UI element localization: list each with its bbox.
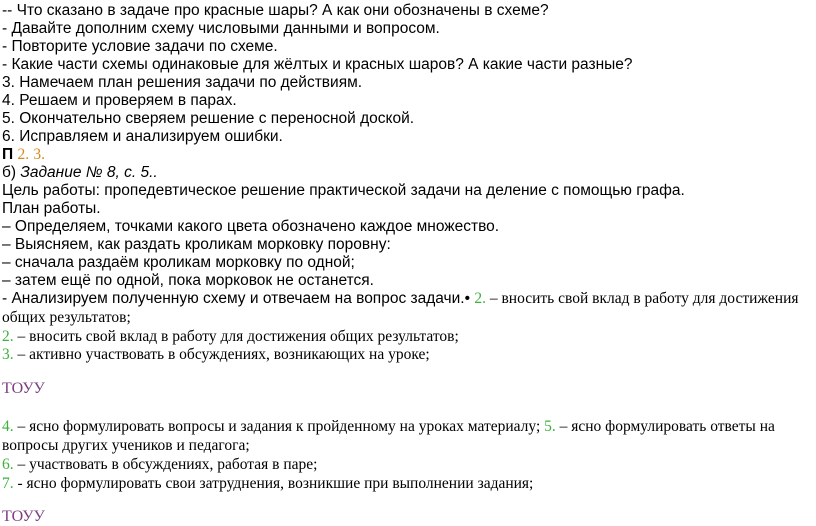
result-item	[2, 418, 775, 436]
result-number: 3.	[2, 346, 14, 363]
result-text: – активно участвовать в обсуждениях, возникающих на уроке;	[13, 346, 430, 363]
p-label: П	[2, 146, 14, 163]
analyze-tail: – вносить свой вклад в работу для достижения	[485, 290, 799, 307]
text-line: - Какие части схемы одинаковые для жёлтых и красных шаров? А какие части разные?	[2, 56, 633, 73]
plan-item: – Выясняем, как раздать кроликам морковку поровну:	[2, 236, 391, 253]
analyze-wrap: общих результатов;	[2, 309, 131, 326]
text-line: 6. Исправляем и анализируем ошибки.	[2, 128, 283, 145]
plan-item: – затем ещё по одной, пока морковок не останется.	[2, 272, 374, 289]
p-number-3: 3.	[33, 146, 46, 163]
plan-item: – Определяем, точками какого цвета обозначено каждое множество.	[2, 218, 500, 235]
text-line: 3. Намечаем план решения задачи по действиям.	[2, 74, 363, 91]
result-item	[2, 346, 430, 364]
p-number-2: 2.	[17, 146, 30, 163]
result-text: – участвовать в обсуждениях, работая в паре;	[13, 456, 318, 473]
task-b-line	[2, 164, 158, 182]
text-line: - Давайте дополним схему числовыми данными и вопросом.	[2, 20, 440, 37]
bullet-glyph: •	[464, 290, 471, 307]
result-text: – ясно формулировать вопросы и задания к пройденному на уроках материалу;	[13, 418, 545, 435]
result-number: 6.	[2, 456, 14, 473]
task-b-title: Задание № 8, с. 5..	[20, 164, 158, 181]
result-wrap: вопросы других учеников и педагога;	[2, 437, 250, 454]
analyze-number: 2.	[474, 290, 486, 307]
plan-item: – сначала раздаём кроликам морковку по одной;	[2, 254, 355, 271]
analyze-line	[2, 290, 799, 308]
result-text: - ясно формулировать свои затруднения, возникшие при выполнении задания;	[13, 475, 534, 492]
result-text: – ясно формулировать ответы на	[555, 418, 775, 435]
goal-line: Цель работы: пропедевтическое решение практической задачи на деление с помощью графа.	[2, 182, 685, 199]
result-number: 4.	[2, 418, 14, 435]
result-number: 7.	[2, 475, 14, 492]
text-line: - Повторите условие задачи по схеме.	[2, 38, 278, 55]
section-heading: ТОУУ	[2, 508, 45, 525]
text-line: 5. Окончательно сверяем решение с переносной доской.	[2, 110, 415, 127]
result-item	[2, 475, 533, 493]
analyze-text: - Анализируем полученную схему и отвечаем на вопрос задачи.	[2, 290, 465, 307]
task-b-prefix: б)	[2, 164, 21, 181]
result-number: 2.	[2, 328, 14, 345]
result-text: – вносить свой вклад в работу для достижения общих результатов;	[13, 328, 459, 345]
result-item	[2, 328, 459, 346]
p-line	[2, 146, 45, 164]
result-number: 5.	[544, 418, 556, 435]
text-line: 4. Решаем и проверяем в парах.	[2, 92, 237, 109]
section-heading: ТОУУ	[2, 380, 45, 397]
text-line: -- Что сказано в задаче про красные шары? А как они обозначены в схеме?	[2, 2, 549, 19]
plan-title: План работы.	[2, 200, 101, 217]
result-item	[2, 456, 317, 474]
